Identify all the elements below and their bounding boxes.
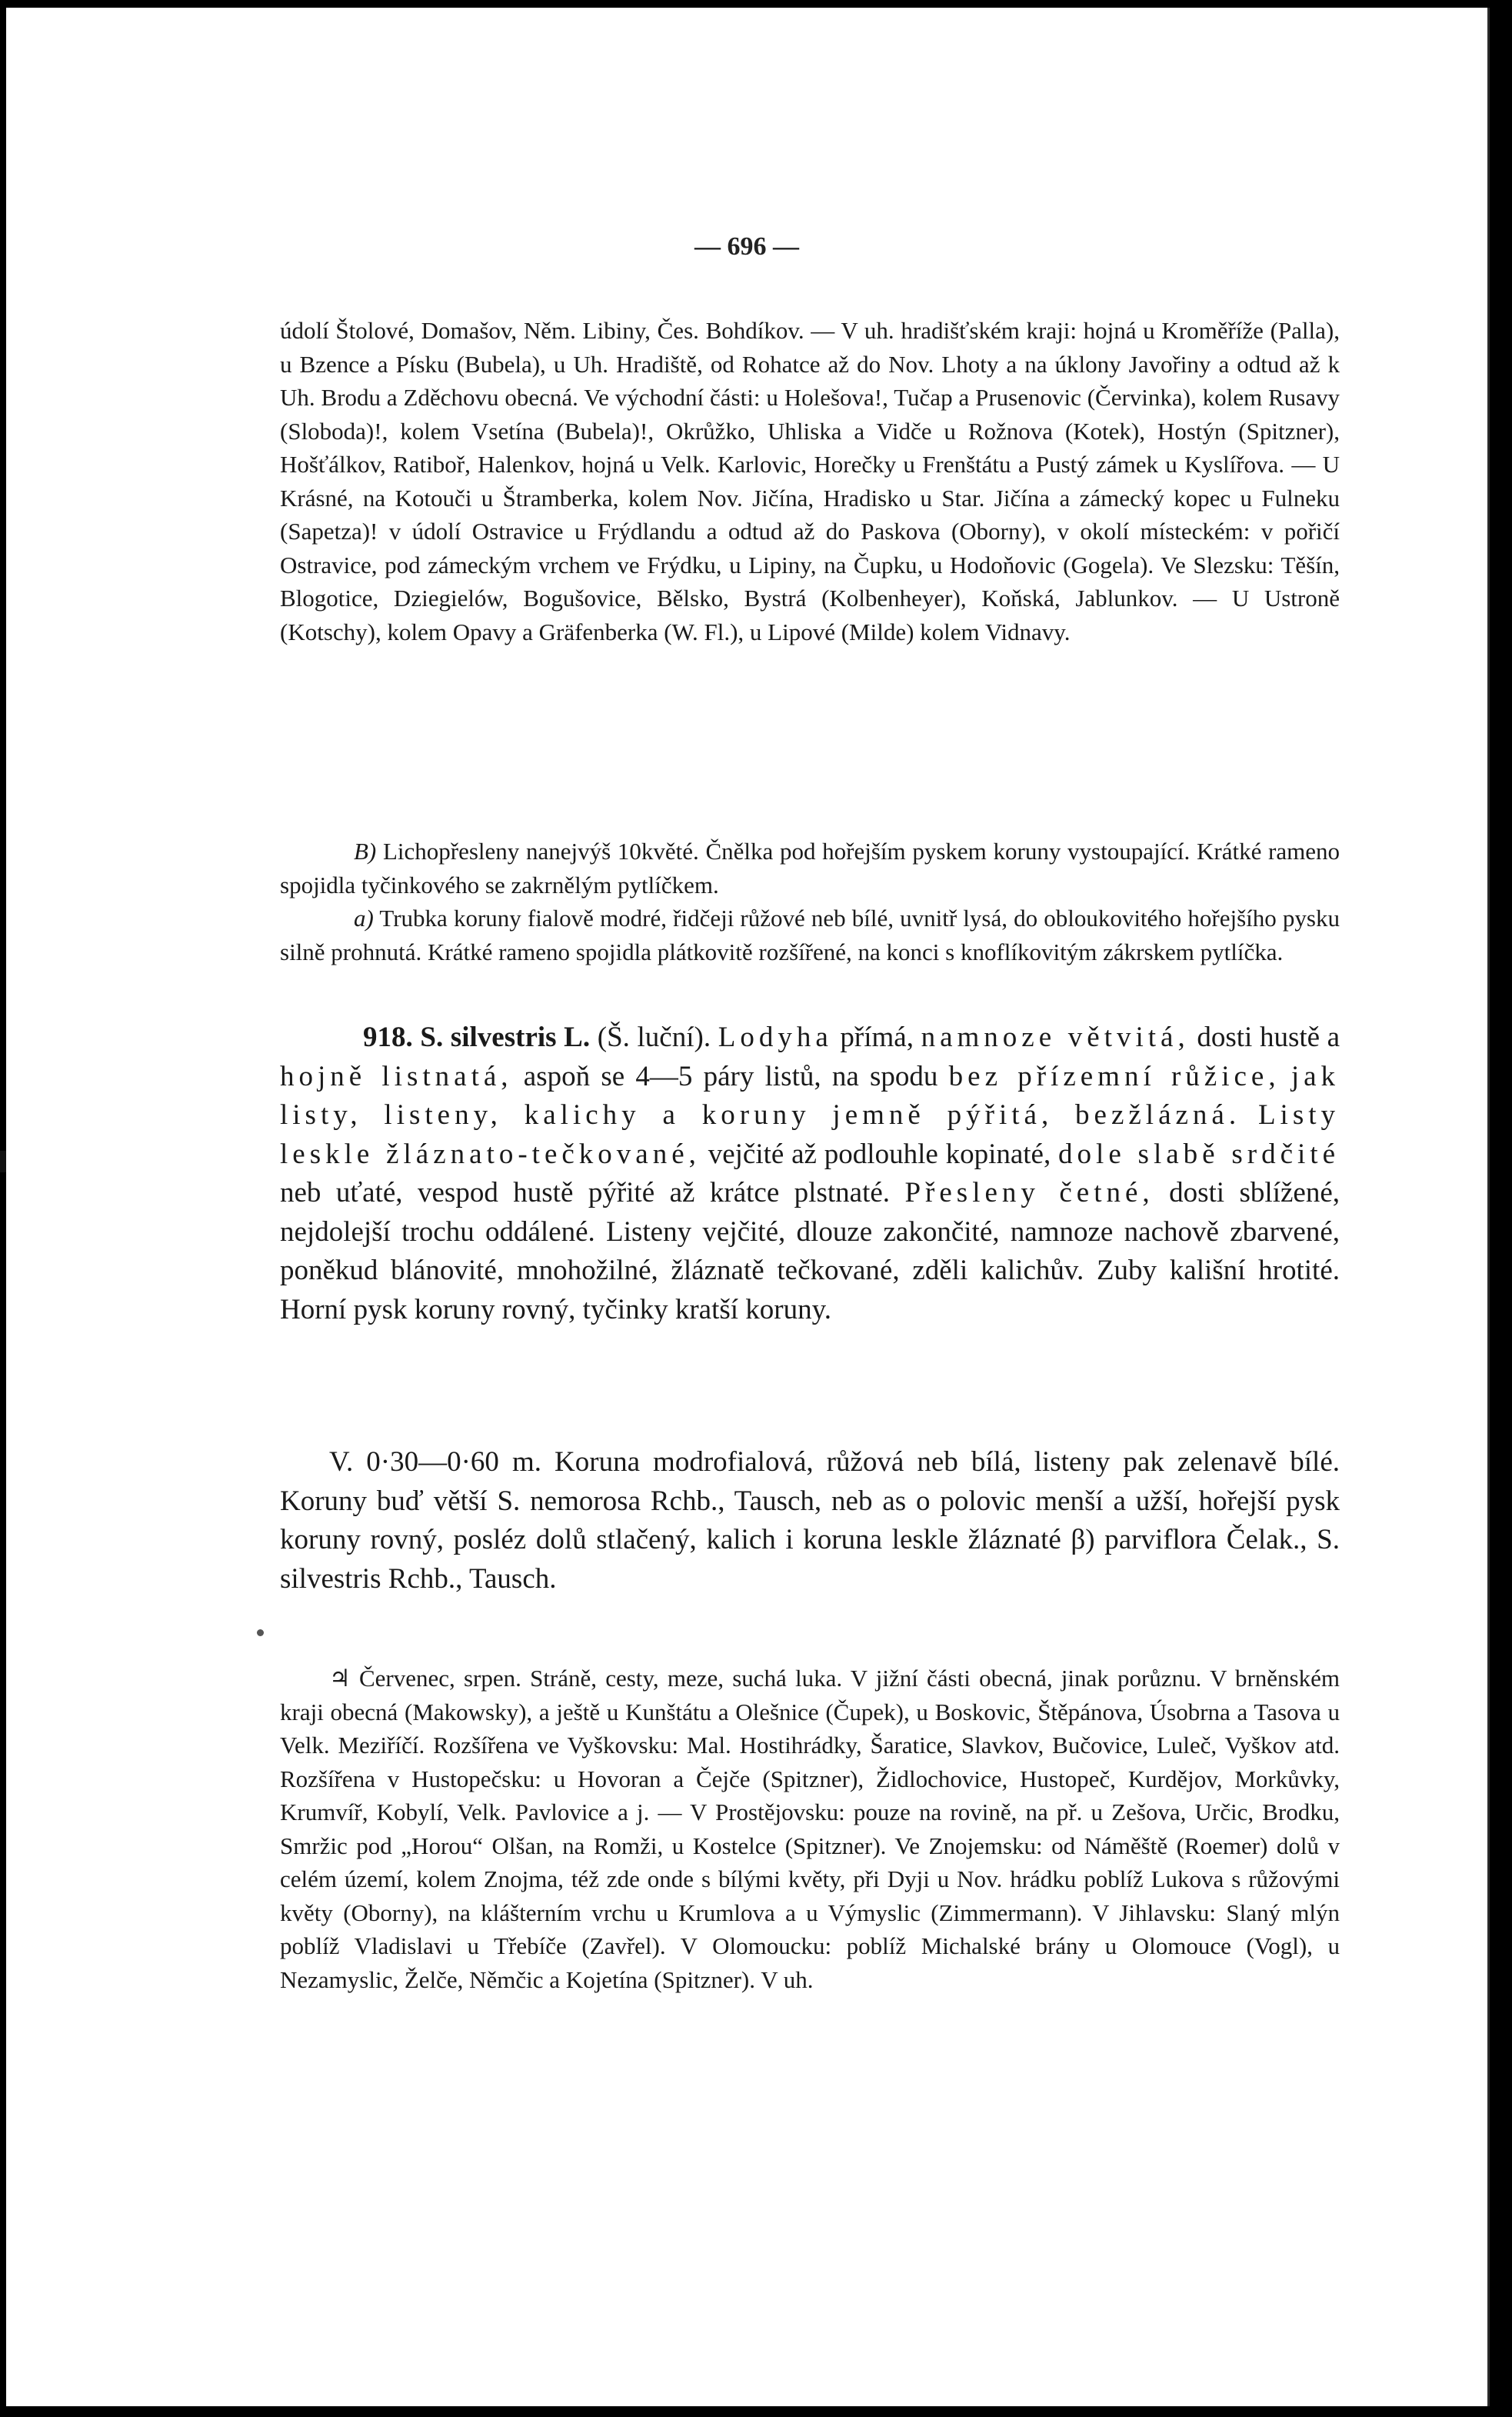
whorls-text: dosti sblížené, nejdolejší trochu oddálené. Listeny vejčité, dlouze zakončité, namnoze nachově zbarvené, poněkud blánovité, mnohožilné, žláznatě tečkované, zděli kalichův. Zuby kališní hrotité. Horní pysk koruny rovný, tyčinky kratší koruny. [280, 1177, 1340, 1325]
scan-speck [257, 1629, 264, 1636]
section-a-marker: a) [354, 905, 374, 932]
distribution-paragraph [280, 314, 1340, 648]
species-name: S. silvestris L. [420, 1022, 591, 1053]
perennial-symbol: ♃ [329, 1665, 351, 1692]
species-number: 918. [363, 1022, 413, 1053]
variety-paragraph-block [280, 1443, 1340, 1599]
lodyha-heading: Lodyha [718, 1022, 833, 1053]
leaves-emph-2: dole slabě srdčité [1058, 1138, 1340, 1170]
page-number: — 696 — [694, 232, 799, 261]
species-description [280, 1018, 1340, 1329]
locality-text: Červenec, srpen. Stráně, cesty, meze, suchá luka. V jižní části obecná, jinak porůznu. V brněnském kraji obecná (Makowsky), a ještě u Kunštátu a Olešnice (Čupek), u Boskovic, Štěpánova, Úsobrna a Tasova u Velk. Meziříčí. Rozšířena ve Vyškovsku: Mal. Hostihrádky, Šaratice, Slavkov, Bučovice, Luleč, Vyškov atd. Rozšířena v Hustopečsku: u Hovoran a Čejče (Spitzner), Židlochovice, Hustopeč, Kurdějov, Morkůvky, Krumvíř, Kobylí, Velk. Pavlovice a j. — V Prostějovsku: pouze na rovině, na př. u Zešova, Určic, Brodku, Smržic pod „Horou“ Olšan, na Romži, u Kostelce (Spitzner). Ve Znojemsku: od Náměště (Roemer) dolů v celém území, kolem Znojma, též zde onde s bílými květy, při Dyji u Nov. hrádku poblíž Lukova s růžovými květy (Oborny), na klášterním vrchu u Krumlova a u Výmyslic (Zimmermann). V Jihlavsku: Slaný mlýn poblíž Vladislavi u Třebíče (Zavřel). V Olomoucku: poblíž Michalské brány u Olomouce (Vogl), u Nezamyslic, Želče, Němčic a Kojetína (Spitzner). V uh. [280, 1665, 1340, 1993]
stem-emph-2: hojně listnatá, [280, 1060, 513, 1092]
scan-edge-mark [0, 1151, 6, 1172]
stem-emph-4: jak listy, listeny, kalichy a koruny jemně pýřitá, bezžlázná. [280, 1060, 1340, 1131]
book-page [6, 8, 1490, 2406]
leaves-text-2: neb uťaté, vespod hustě pýřité až krátce plstnaté. [280, 1177, 891, 1208]
stem-text-3: aspoň se 4—5 páry listů, na spodu [523, 1060, 938, 1092]
stem-text-2: dosti hustě a [1197, 1022, 1340, 1053]
leaves-text-1: vejčité až podlouhle kopinaté, [708, 1138, 1051, 1170]
leaves-emph: Listy leskle žláznato-tečkované, [280, 1099, 1340, 1170]
stem-text-1: přímá, [840, 1022, 914, 1053]
species-paragraph [280, 1018, 1340, 1329]
locality-paragraph-block [280, 1662, 1340, 1996]
stem-emph-1: namnoze větvitá, [921, 1022, 1190, 1053]
locality-paragraph [280, 1662, 1340, 1996]
section-b-marker: B) [354, 838, 377, 865]
key-section-b [280, 835, 1340, 902]
section-a-paragraph [280, 902, 1340, 968]
section-b-paragraph [280, 835, 1340, 902]
distribution-text: údolí Štolové, Domašov, Něm. Libiny, Čes. Bohdíkov. — V uh. hradišťském kraji: hojná u Kroměříže (Palla), u Bzence a Písku (Bubela), u Uh. Hradiště, od Rohatce až do Nov. Lhoty a na úklony Javořiny a odtud až k Uh. Brodu a Zděchovu obecná. Ve východní části: u Holešova!, Tučap a Prusenovic (Červinka), kolem Rusavy (Sloboda)!, kolem Vsetína (Bubela)!, Okrůžko, Uhliska a Vidče u Rožnova (Kotek), Hostýn (Spitzner), Hošťálkov, Ratiboř, Halenkov, hojná u Velk. Karlovic, Horečky u Frenštátu a Pustý zámek u Kyslířova. — U Krásné, na Kotouči u Štramberka, kolem Nov. Jičína, Hradisko u Star. Jičína a zámecký kopec u Fulneku (Sapetza)! v údolí Ostravice u Frýdlandu a odtud až do Paskova (Oborny), v okolí místeckém: v pořičí Ostravice, pod zámeckým vrchem ve Frýdku, u Lipiny, na Čupku, u Hodoňovic (Gogela). Ve Slezsku: Těšín, Blogotice, Dziegielów, Bogušovice, Bělsko, Bystrá (Kolbenheyer), Koňská, Jablunkov. — U Ustroně (Kotschy), kolem Opavy a Gräfenberka (W. Fl.), u Lipové (Milde) kolem Vidnavy. [280, 317, 1340, 645]
variety-paragraph: V. 0·30—0·60 m. Koruna modrofialová, růžová neb bílá, listeny pak zelenavě bílé. Koruny buď větší S. nemorosa Rchb., Tausch, neb as o polovic menší a užší, hořejší pysk koruny rovný, posléz dolů stlačený, kalich i koruna leskle žláznaté β) parviflora Čelak., S. silvestris Rchb., Tausch. [280, 1446, 1340, 1595]
section-a-text: Trubka koruny fialově modré, řidčeji růžové neb bílé, uvnitř lysá, do obloukovitého hořejšího pysku silně prohnutá. Krátké rameno spojidla plátkovitě rozšířené, na konci s knoflíkovitým zákrskem pytlíčka. [280, 905, 1340, 965]
whorls-emph: Přesleny četné, [904, 1177, 1154, 1208]
section-b-text: Lichopřesleny nanejvýš 10květé. Čnělka pod hořejším pyskem koruny vystoupající. Krátké rameno spojidla tyčinkového se zakrnělým pytlíčkem. [280, 838, 1340, 898]
stem-emph-3: bez přízemní růžice, [948, 1060, 1281, 1092]
key-section-a [280, 902, 1340, 968]
species-czech-name: (Š. luční). [597, 1022, 711, 1053]
